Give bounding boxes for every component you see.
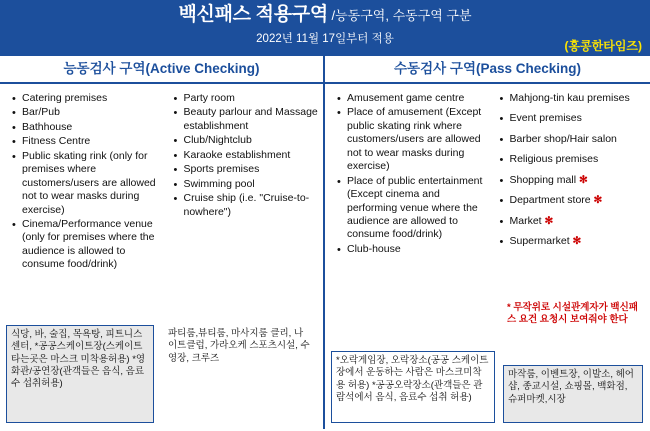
list-item: • Fitness Centre — [14, 135, 158, 148]
content-body — [0, 84, 650, 429]
pass-list-2 — [490, 92, 649, 256]
header-subtitle: 2022년 11월 17일부터 적용 — [256, 32, 394, 45]
active-checking-section — [0, 84, 325, 429]
asterisk-icon: ✻ — [572, 235, 582, 248]
list-item — [502, 215, 647, 228]
korean-note-pass-1: *오락게임장, 오락장소(공공 스케이트장에서 운동하는 사람은 마스크미착용 허용) *공공오락장소(관객들은 관람석에서 음식, 음료수 섭취 허용) — [331, 351, 495, 423]
list-item — [502, 133, 647, 146]
list-item: • Sports premises — [176, 163, 320, 176]
column-header-row — [0, 56, 650, 82]
active-list-1 — [2, 92, 160, 273]
list-item: • Swimming pool — [176, 178, 320, 191]
list-item: • Club-house — [339, 243, 484, 256]
header-title-main: 백신패스 적용구역 — [178, 4, 328, 25]
asterisk-icon: ✻ — [544, 214, 554, 227]
header-title — [0, 5, 650, 25]
korean-note-active-1: 식당, 바, 술집, 목욕탕, 피트니스센터, *공공스케이트장(스케이트 타는곳은 마스크 미착용허용) *영화관/공연장(관객들은 음식, 음료수 섭취허용) — [6, 325, 154, 423]
list-item: • Cinema/Performance venue (only for premises where the audience is allowed to consume food/drink) — [14, 218, 158, 272]
list-item-label: Market — [509, 214, 542, 227]
header-credit: (홍콩한타임즈) — [564, 39, 642, 53]
list-item: • Party room — [176, 92, 320, 105]
column-header-pass: 수동검사 구역(Pass Checking) — [393, 61, 582, 76]
korean-note-active-2: 파티룸,뷰티룸, 마사지룸 클리, 나이트클럽, 가라오케 스포츠시설, 수영장, 크루즈 — [164, 325, 314, 423]
asterisk-icon: ✻ — [578, 173, 588, 186]
list-item — [502, 235, 647, 248]
list-item: • Amusement game centre — [339, 92, 484, 105]
header-banner — [0, 0, 650, 56]
list-item-label: Barber shop/Hair salon — [509, 132, 617, 145]
list-item-label: Religious premises — [509, 153, 599, 166]
list-item — [502, 174, 647, 187]
list-item-label: Shopping mall — [509, 173, 577, 186]
list-item: • Cruise ship (i.e. "Cruise-to-nowhere") — [176, 192, 320, 219]
header-title-sub: /능동구역, 수동구역 구분 — [327, 8, 472, 23]
korean-note-pass-2: 마작룸, 이벤트장, 이발소, 헤어샵, 종교시설, 쇼핑몰, 백화점, 슈퍼마켓,시장 — [503, 365, 643, 423]
list-item-label: Supermarket — [509, 235, 570, 248]
column-header-active: 능동검사 구역(Active Checking) — [0, 56, 325, 82]
list-item: • Catering premises — [14, 92, 158, 105]
list-item — [502, 194, 647, 207]
list-item — [502, 112, 647, 125]
active-list-2 — [164, 92, 322, 220]
list-item — [502, 153, 647, 166]
list-item: • Bar/Pub — [14, 106, 158, 119]
korean-note-asterisk: * 무작위로 시설관계자가 백신패스 요건 요청시 보여줘야 한다 — [503, 299, 643, 351]
list-item — [502, 92, 647, 105]
list-item: • Karaoke establishment — [176, 149, 320, 162]
list-item-label: Event premises — [509, 112, 582, 125]
list-item: • Beauty parlour and Massage establishment — [176, 106, 320, 133]
pass-list-1 — [327, 92, 486, 257]
pass-checking-section — [325, 84, 650, 429]
asterisk-icon: ✻ — [593, 194, 603, 207]
list-item: • Place of amusement (Except public skating rink where customers/users are allowed not to wear masks during exercise) — [339, 106, 484, 173]
list-item: • Public skating rink (only for premises where customers/users are allowed not to wear masks during exercise) — [14, 150, 158, 217]
list-item: • Bathhouse — [14, 121, 158, 134]
list-item: • Club/Nightclub — [176, 134, 320, 147]
list-item-label: Mahjong-tin kau premises — [509, 92, 630, 104]
list-item: • Place of public entertainment (Except cinema and performing venue where the audience are allowed to consume food/drink) — [339, 175, 484, 242]
list-item-label: Department store — [509, 194, 591, 207]
